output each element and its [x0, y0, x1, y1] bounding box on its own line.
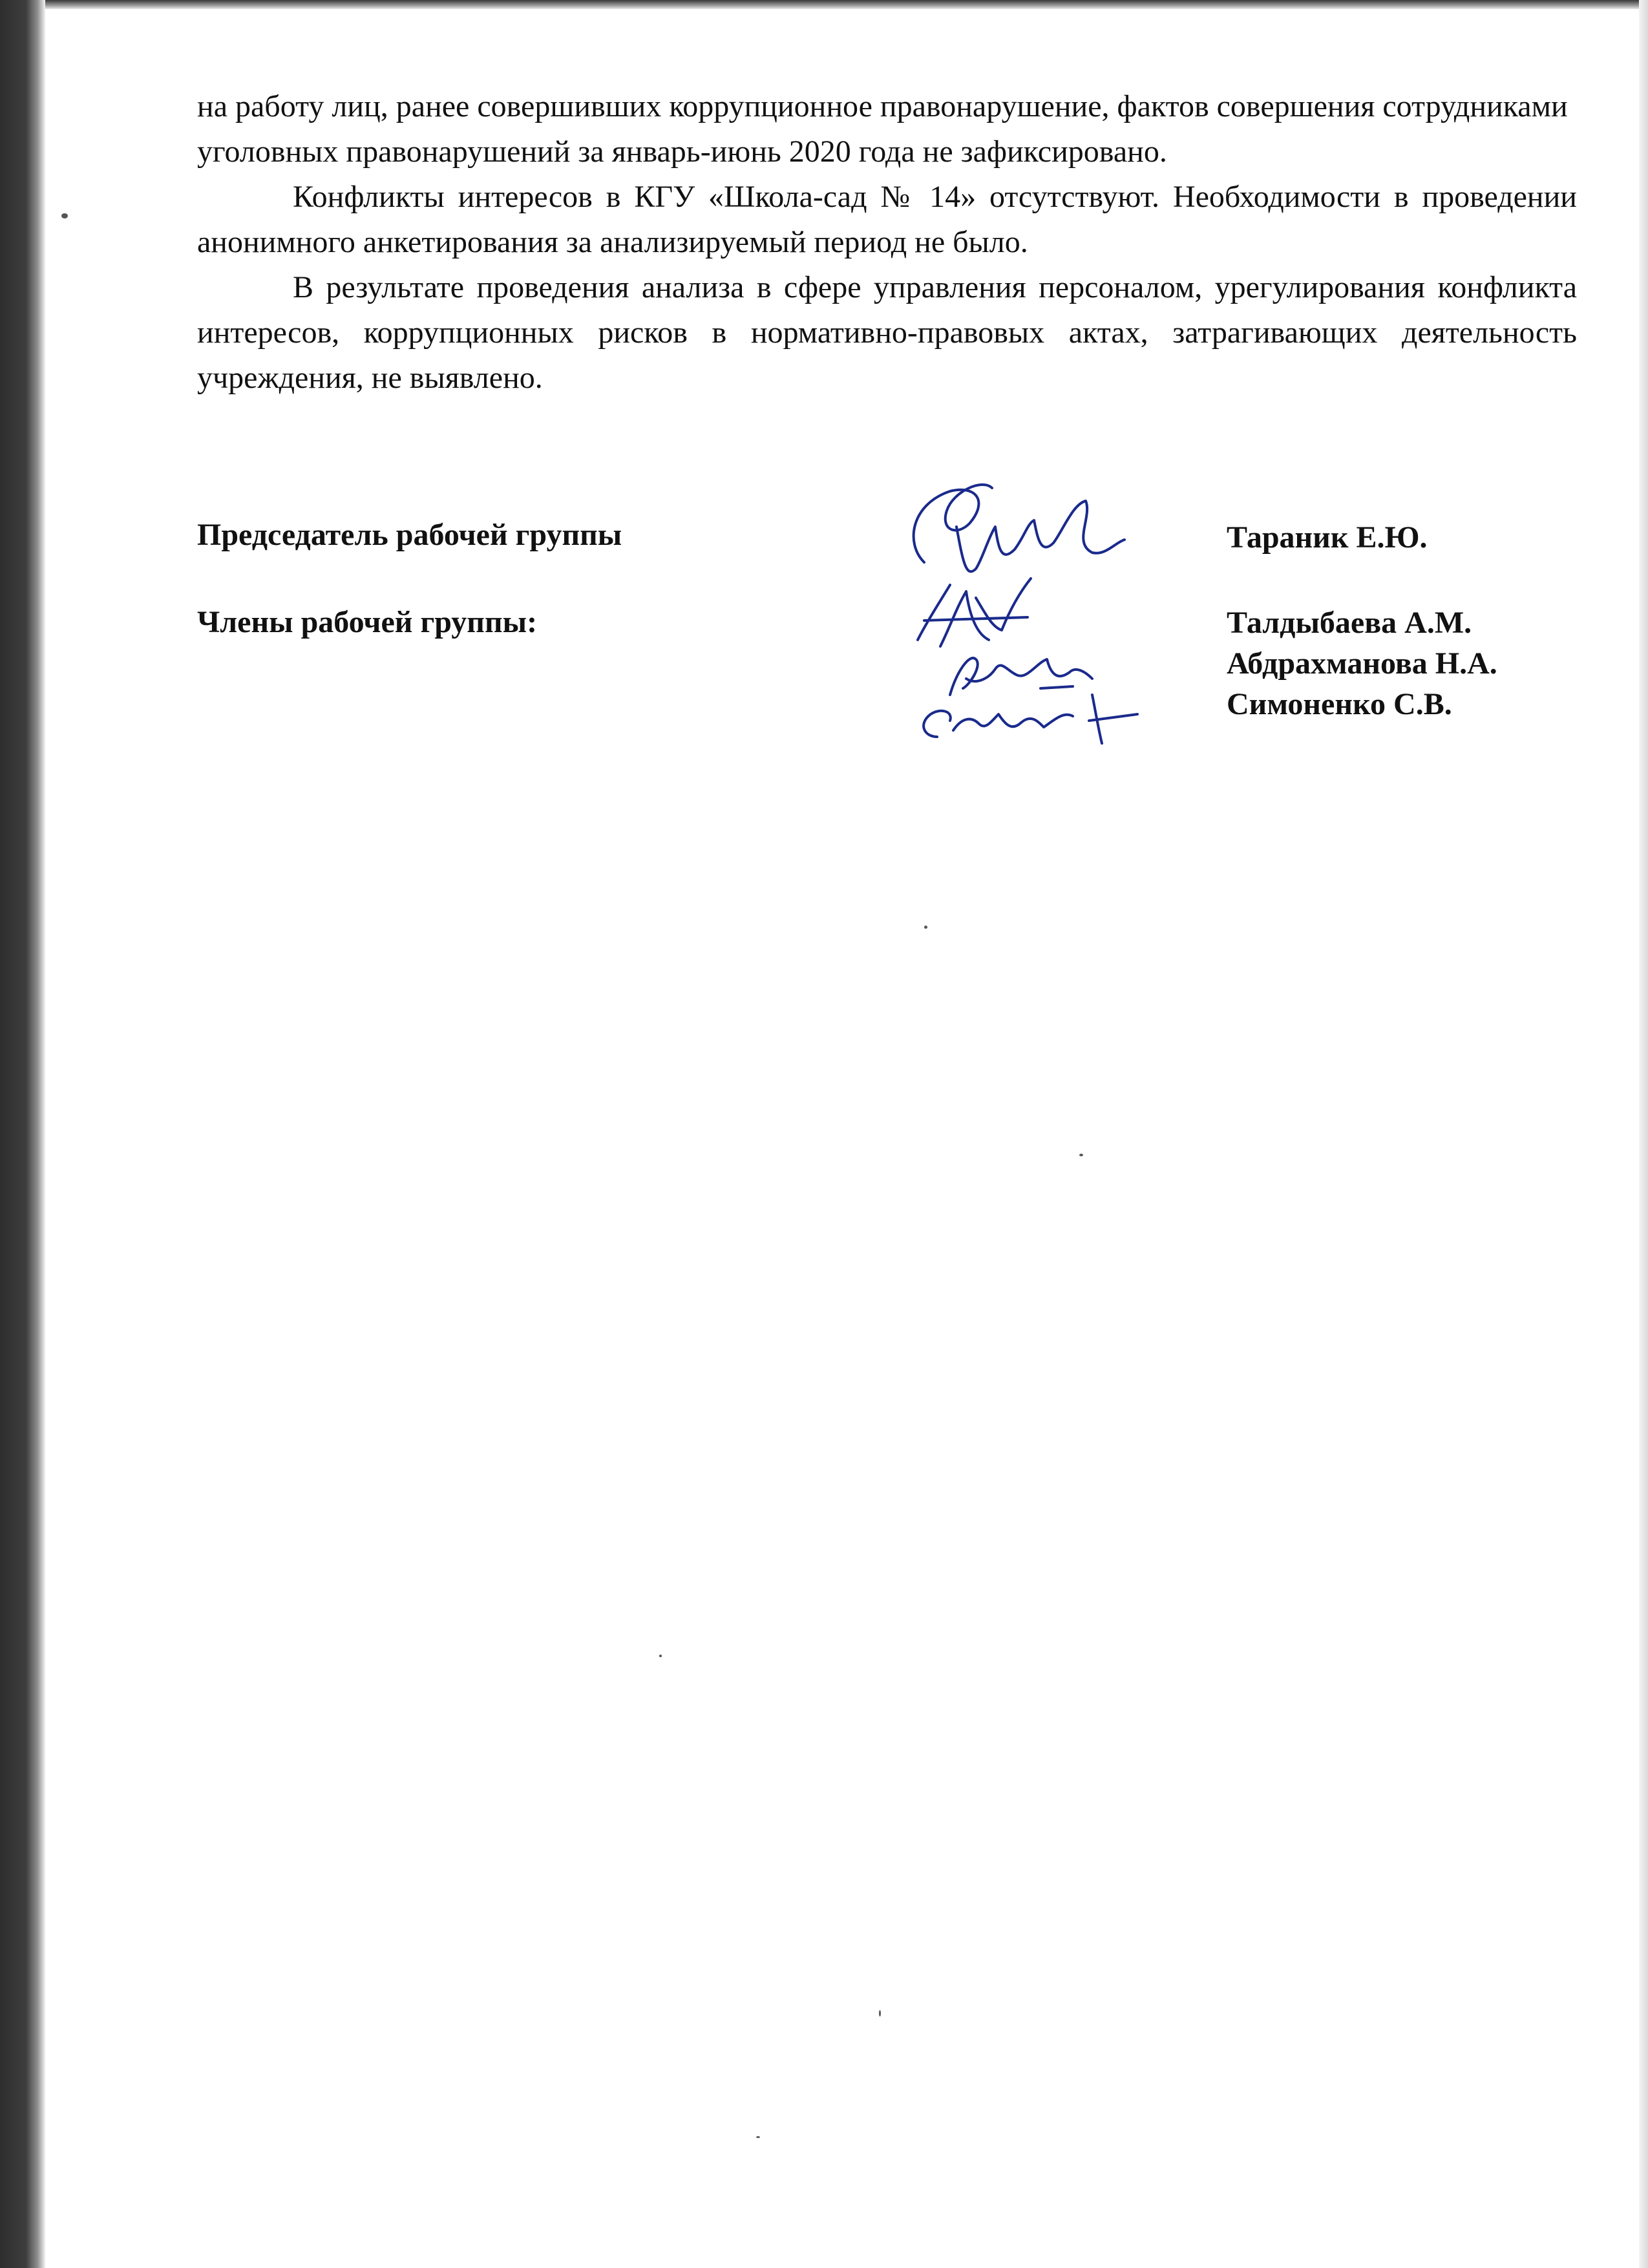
signature-chair [914, 485, 1125, 571]
members-label: Члены рабочей группы: [197, 605, 538, 639]
paragraph-1: на работу лиц, ранее совершивших коррупционное правонарушение, фактов совершения сотрудниками уголовных правонарушений за январь-июнь 2020 года не зафиксировано. [197, 89, 1568, 169]
chair-label: Председатель рабочей группы [197, 518, 622, 552]
scan-speck [924, 926, 927, 929]
paragraph-3: В результате проведения анализа в сфере управления персоналом, урегулирования конфликта интересов, коррупционных рисков в нормативно-правовых актах, затрагивающих деятельность учреждения, не выявлено. [197, 270, 1577, 395]
scan-edge-right [1639, 0, 1648, 2268]
signature-member-3 [924, 695, 1137, 743]
signature-member-2 [950, 658, 1092, 695]
signature-member-1 [918, 578, 1031, 646]
scan-edge-top [0, 0, 1648, 9]
members-list [1227, 602, 1497, 725]
scan-speck [756, 2136, 760, 2138]
chair-name: Тараник Е.Ю. [1227, 520, 1428, 555]
paragraph-2: Конфликты интересов в КГУ «Школа-сад № 14» отсутствуют. Необходимости в проведении анонимного анкетирования за анализируемый период не было. [197, 180, 1577, 259]
member-name: Абдрахманова Н.А. [1227, 646, 1497, 681]
scan-edge-left [0, 0, 45, 2268]
handwritten-signatures [879, 465, 1150, 750]
member-name: Симоненко С.В. [1227, 687, 1452, 721]
scan-speck [1079, 1154, 1083, 1156]
member-name: Талдыбаева А.М. [1227, 606, 1472, 640]
scan-speck [61, 213, 68, 218]
scan-speck [659, 1655, 662, 1657]
scan-speck [879, 2010, 881, 2017]
document-body [197, 84, 1577, 401]
